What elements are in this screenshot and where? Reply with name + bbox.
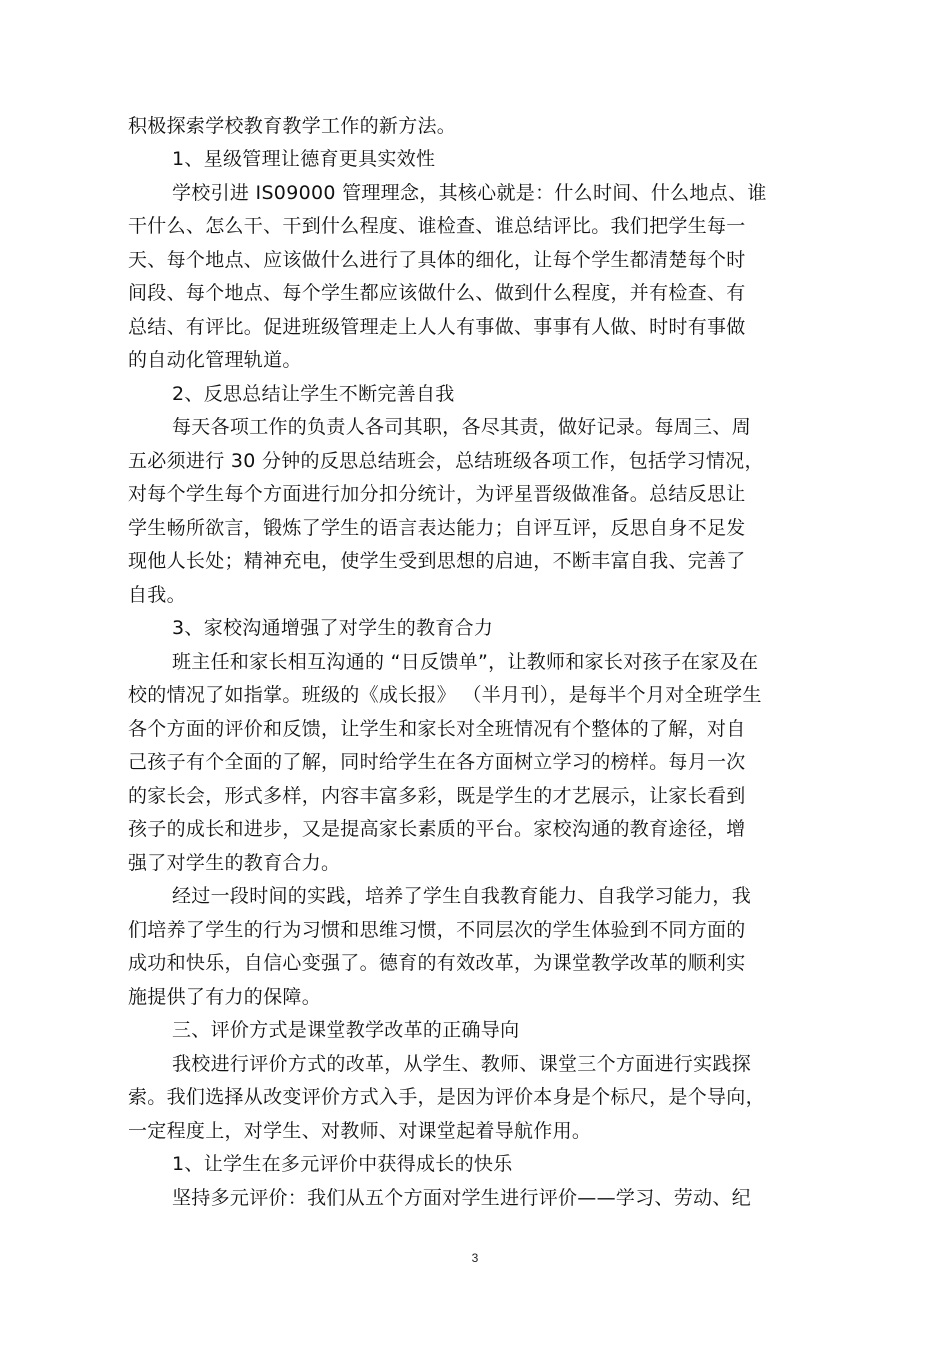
text-line: 班主任和家长相互沟通的 “日反馈单”，让教师和家长对孩子在家及在 [172,651,759,673]
text-line: 现他人长处；精神充电，使学生受到思想的启迪，不断丰富自我、完善了 [128,550,746,572]
subheading: 3、家校沟通增强了对学生的教育合力 [172,617,494,639]
text-line: 一定程度上，对学生、对教师、对课堂起着导航作用。 [128,1120,592,1142]
text-line: 己孩子有个全面的了解，同时给学生在各方面树立学习的榜样。每月一次 [128,751,746,773]
text-line: 索。我们选择从改变评价方式入手，是因为评价本身是个标尺，是个导向， [128,1086,765,1108]
text-line: 对每个学生每个方面进行加分扣分统计，为评星晋级做准备。总结反思让 [128,483,746,505]
text-line: 自我。 [128,584,186,606]
subheading: 2、反思总结让学生不断完善自我 [172,383,455,405]
text-line: 们培养了学生的行为习惯和思维习惯，不同层次的学生体验到不同方面的 [128,919,746,941]
text-line: 施提供了有力的保障。 [128,986,322,1008]
text-line: 成功和快乐，自信心变强了。德育的有效改革，为课堂教学改革的顺利实 [128,952,746,974]
section-heading: 三、评价方式是课堂教学改革的正确导向 [172,1019,520,1041]
text-line: 各个方面的评价和反馈，让学生和家长对全班情况有个整体的了解，对自 [128,718,746,740]
text-line: 每天各项工作的负责人各司其职，各尽其责，做好记录。每周三、周 [172,416,752,438]
text-line: 的自动化管理轨道。 [128,349,302,371]
text-line: 我校进行评价方式的改革，从学生、教师、课堂三个方面进行实践探 [172,1053,752,1075]
text-line: 学生畅所欲言，锻炼了学生的语言表达能力；自评互评，反思自身不足发 [128,517,746,539]
text-line: 坚持多元评价：我们从五个方面对学生进行评价——学习、劳动、纪 [172,1187,752,1209]
text-line: 经过一段时间的实践，培养了学生自我教育能力、自我学习能力，我 [172,885,752,907]
text-line: 干什么、怎么干、干到什么程度、谁检查、谁总结评比。我们把学生每一 [128,215,746,237]
text-line: 五必须进行 30 分钟的反思总结班会，总结班级各项工作，包括学习情况， [128,450,764,472]
text-line: 天、每个地点、应该做什么进行了具体的细化，让每个学生都清楚每个时 [128,249,746,271]
text-line: 学校引进 IS09000 管理理念，其核心就是：什么时间、什么地点、谁 [172,182,767,204]
page-number: 3 [471,1251,479,1265]
subheading: 1、让学生在多元评价中获得成长的快乐 [172,1153,513,1175]
text-line: 积极探索学校教育教学工作的新方法。 [128,115,457,137]
text-line: 校的情况了如指掌。班级的《成长报》 （半月刊），是每半个月对全班学生 [128,684,762,706]
text-line: 的家长会，形式多样，内容丰富多彩，既是学生的才艺展示，让家长看到 [128,785,746,807]
text-line: 孩子的成长和进步，又是提高家长素质的平台。家校沟通的教育途径，增 [128,818,746,840]
text-line: 强了对学生的教育合力。 [128,852,341,874]
text-line: 总结、有评比。促进班级管理走上人人有事做、事事有人做、时时有事做 [128,316,746,338]
text-line: 间段、每个地点、每个学生都应该做什么、做到什么程度，并有检查、有 [128,282,746,304]
subheading: 1、星级管理让德育更具实效性 [172,148,436,170]
